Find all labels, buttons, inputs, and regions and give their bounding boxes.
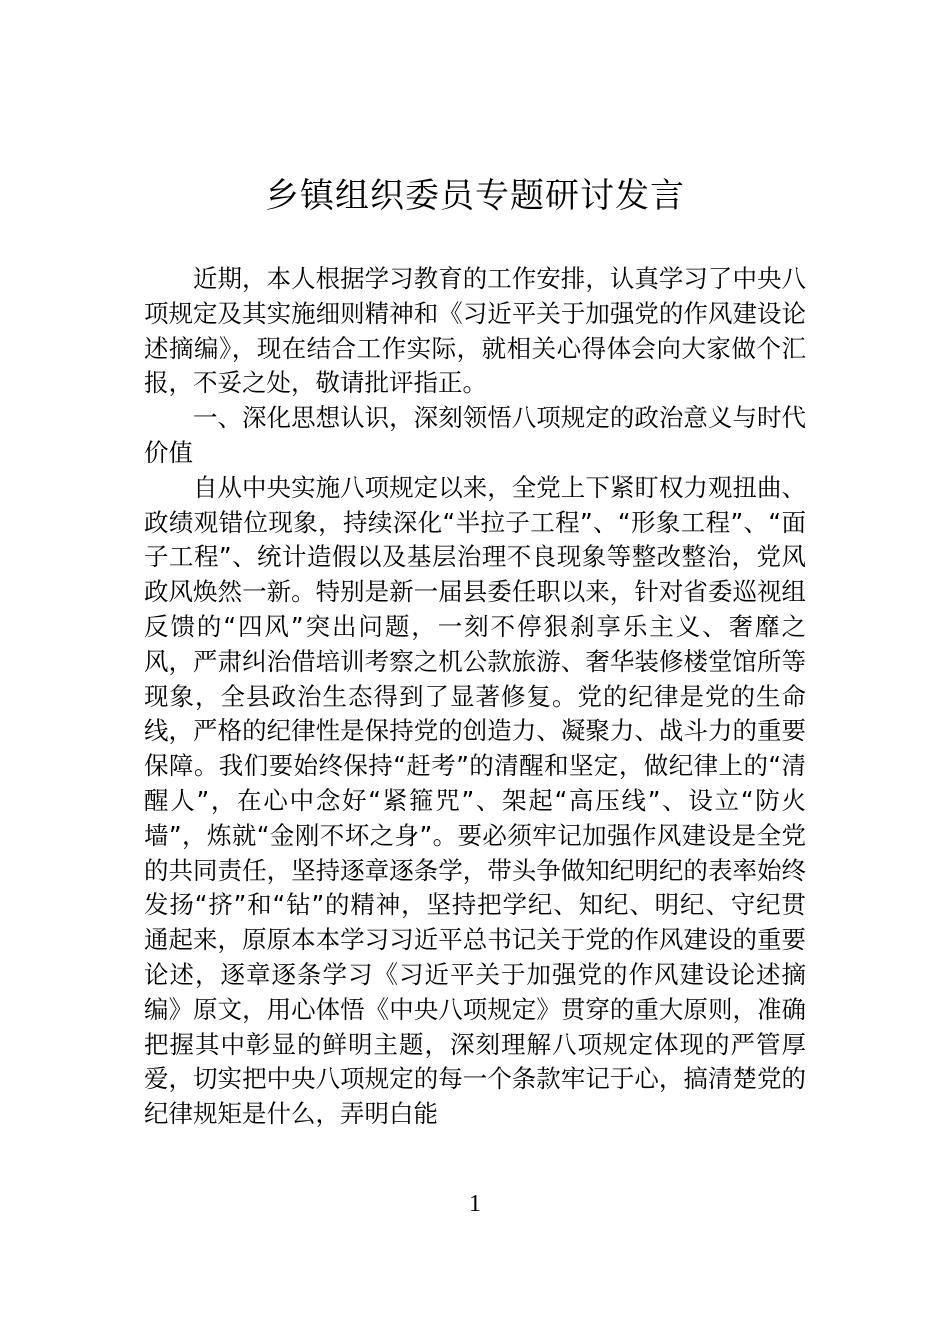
- document-title: 乡镇组织委员专题研讨发言: [265, 176, 685, 216]
- paragraph-section-1: 自从中央实施八项规定以来，全党上下紧盯权力观扭曲、政绩观错位现象，持续深化“半拉子工程”、“形象工程”、“面子工程”、统计造假以及基层治理不良现象等整改整治，党风政风焕然一新。特别是新一届县委任职以来，针对省委巡视组反馈的“四风”突出问题，一刻不停狠刹享乐主义、奢靡之风，严肃纠治借培训考察之机公款旅游、奢华装修楼堂馆所等现象，全县政治生态得到了显著修复。党的纪律是党的生命线，严格的纪律性是保持党的创造力、凝聚力、战斗力的重要保障。我们要始终保持“赶考”的清醒和坚定，做纪律上的“清醒人”，在心中念好“紧箍咒”、架起“高压线”、设立“防火墙”，炼就“金刚不坏之身”。要必须牢记加强作风建设是全党的共同责任，坚持逐章逐条学，带头争做知纪明纪的表率始终发扬“挤”和“钻”的精神，坚持把学纪、知纪、明纪、守纪贯通起来，原原本本学习习近平总书记关于党的作风建设的重要论述，逐章逐条学习《习近平关于加强党的作风建设论述摘编》原文，用心体悟《中央八项规定》贯穿的重大原则，准确把握其中彰显的鲜明主题，深刻理解八项规定体现的严管厚爱，切实把中央八项规定的每一个条款牢记于心，搞清楚党的纪律规矩是什么，弄明白能: [144, 472, 806, 1129]
- paragraph-intro: 近期，本人根据学习教育的工作安排，认真学习了中央八项规定及其实施细则精神和《习近平关于加强党的作风建设论述摘编》，现在结合工作实际，就相关心得体会向大家做个汇报，不妥之处，敬请批评指正。: [144, 264, 806, 398]
- document-body: [144, 262, 806, 1132]
- page-number: 1: [469, 1191, 481, 1217]
- section-heading-1: 一、深化思想认识，深刻领悟八项规定的政治意义与时代价值: [144, 403, 806, 467]
